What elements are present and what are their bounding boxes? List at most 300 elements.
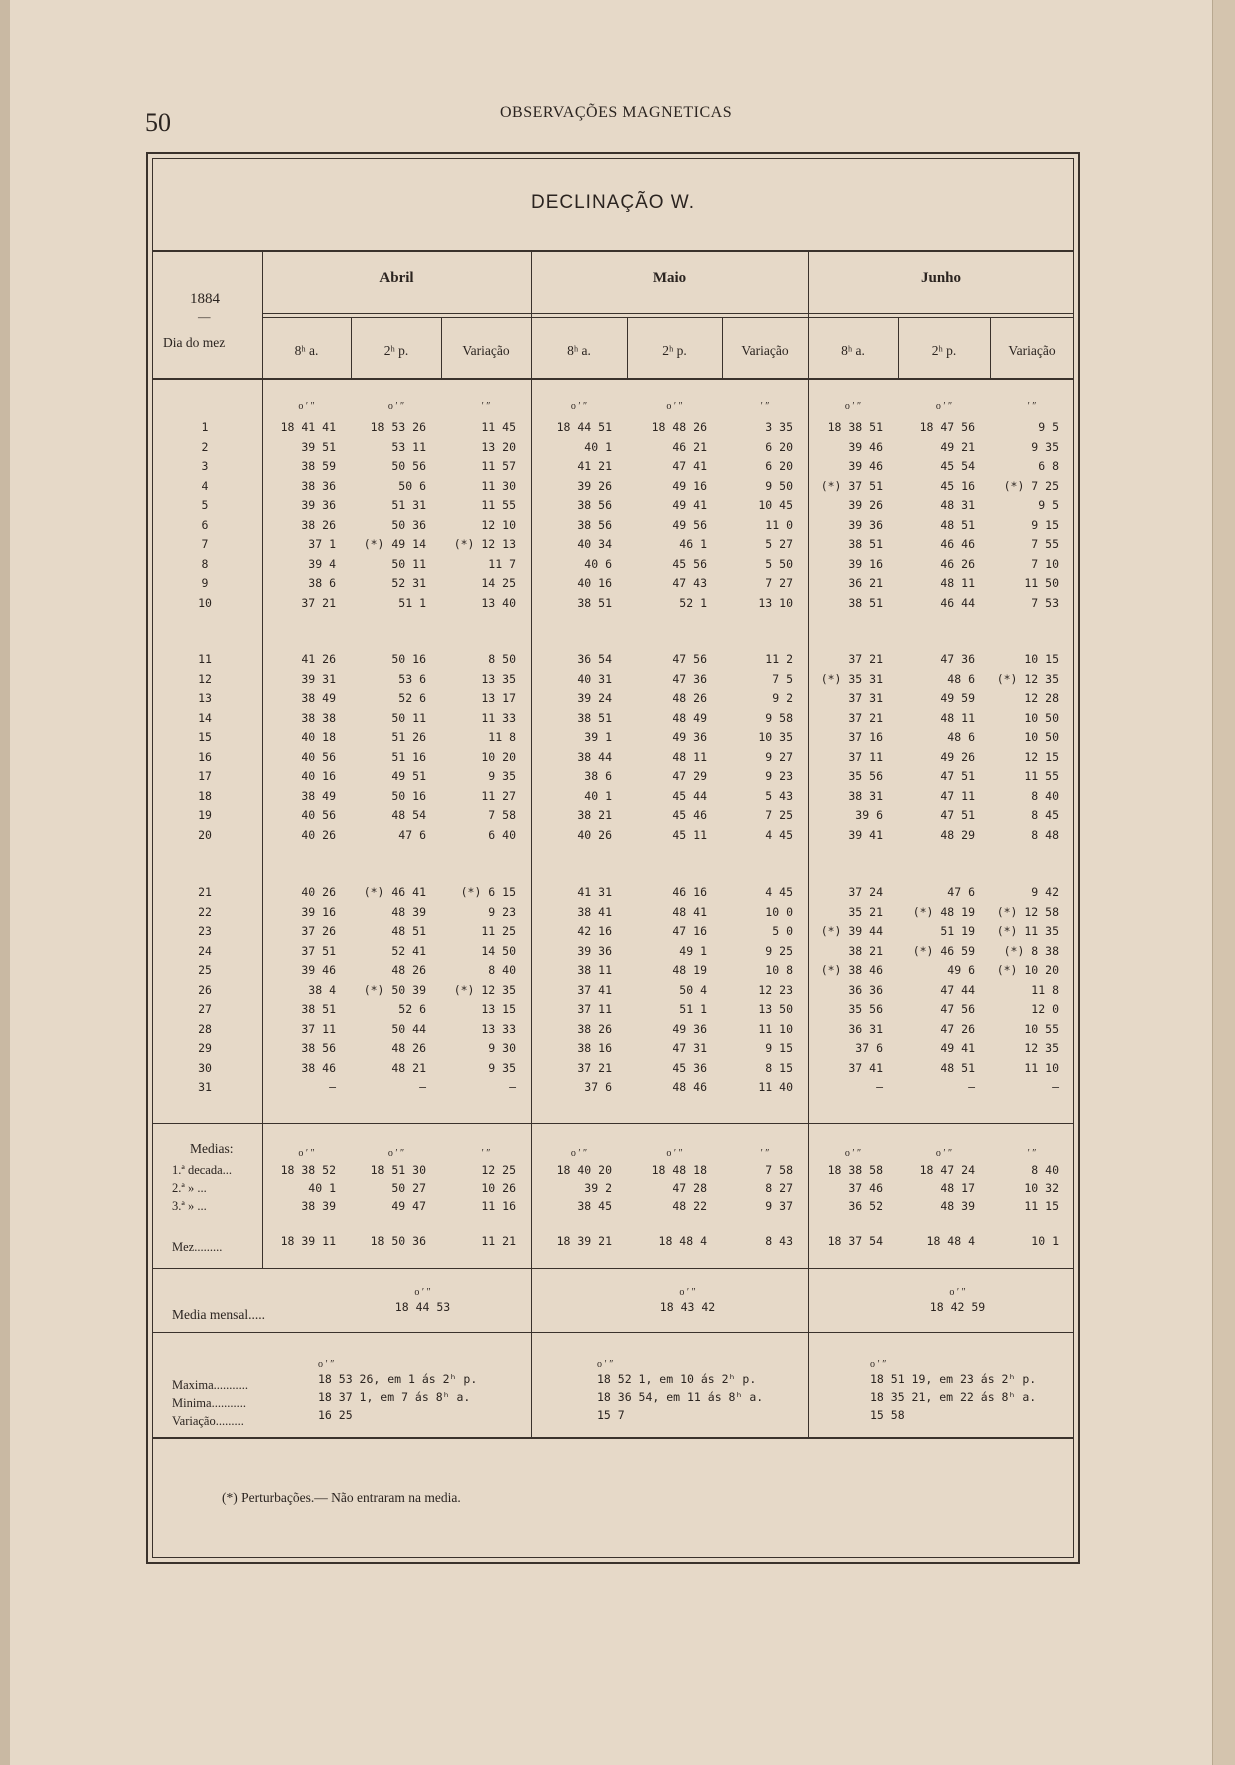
cell-8-4: 45 56: [672, 556, 707, 571]
mez-label: Mez.........: [172, 1240, 223, 1254]
day-number-11: 11: [198, 652, 212, 666]
medias-1-4: 47 28: [672, 1181, 707, 1195]
day-number-4: 4: [201, 478, 209, 493]
cell-2-7: 49 21: [940, 439, 975, 454]
mez-0: 18 39 11: [280, 1234, 336, 1248]
cell-8-1: 50 11: [391, 556, 426, 571]
medias-1-1: 50 27: [391, 1181, 426, 1195]
medias-0-7: 18 47 24: [919, 1163, 975, 1177]
unit-marks-top-1: o ′ ″: [387, 401, 405, 412]
mez-3: 18 39 21: [556, 1234, 612, 1248]
cell-21-5: 4 45: [765, 885, 793, 899]
cell-14-3: 38 51: [577, 710, 612, 725]
cell-26-3: 37 41: [577, 982, 612, 997]
cell-2-6: 39 46: [848, 439, 883, 454]
cell-8-3: 40 6: [584, 556, 612, 571]
day-number-2: 2: [201, 439, 209, 454]
subheader-2: Variação: [462, 343, 510, 358]
cell-15-1: 51 26: [391, 730, 426, 744]
media-mensal-0: 18 44 53: [394, 1300, 451, 1314]
cell-15-4: 49 36: [672, 730, 707, 744]
cell-3-0: 38 59: [301, 459, 336, 473]
cell-22-2: 9 23: [488, 904, 516, 919]
unit-marks-medias-8: ′ ″: [1027, 1148, 1037, 1159]
cell-20-1: 47 6: [398, 827, 426, 842]
medias-label: Medias:: [190, 1141, 234, 1156]
day-number-14: 14: [198, 710, 212, 725]
extreme-abril-0: 18 53 26, em 1 ás 2ʰ p.: [318, 1372, 478, 1386]
cell-6-2: 12 10: [481, 517, 516, 532]
cell-15-6: 37 16: [848, 730, 883, 744]
cell-15-3: 39 1: [584, 730, 612, 744]
cell-7-3: 40 34: [577, 537, 612, 551]
cell-5-3: 38 56: [577, 498, 612, 512]
cell-12-5: 7 5: [772, 671, 793, 686]
day-number-16: 16: [198, 749, 212, 764]
medias-1-7: 48 17: [940, 1181, 975, 1195]
medias-0-4: 18 48 18: [651, 1163, 707, 1177]
day-number-15: 15: [198, 730, 212, 744]
cell-4-0: 38 36: [301, 478, 336, 493]
cell-3-4: 47 41: [672, 459, 707, 473]
cell-8-2: 11 7: [488, 556, 516, 571]
cell-31-0: —: [329, 1080, 336, 1094]
cell-19-8: 8 45: [1031, 808, 1059, 822]
cell-9-2: 14 25: [481, 576, 516, 590]
cell-23-6: (*) 39 44: [820, 924, 883, 938]
day-number-25: 25: [198, 963, 212, 977]
cell-28-4: 49 36: [672, 1021, 707, 1036]
cell-8-6: 39 16: [848, 556, 883, 571]
cell-30-1: 48 21: [391, 1060, 426, 1075]
cell-11-0: 41 26: [301, 652, 336, 666]
cell-21-4: 46 16: [672, 885, 707, 899]
subheader-6: 8ʰ a.: [841, 343, 865, 358]
cell-6-5: 11 0: [765, 517, 793, 532]
extreme-abril-2: 16 25: [318, 1408, 353, 1422]
cell-9-6: 36 21: [848, 576, 883, 590]
month-header-0: Abril: [379, 270, 414, 286]
cell-30-6: 37 41: [848, 1060, 883, 1075]
cell-21-6: 37 24: [848, 885, 883, 899]
cell-2-1: 53 11: [391, 439, 426, 454]
cell-5-1: 51 31: [391, 498, 426, 512]
cell-20-8: 8 48: [1031, 827, 1059, 842]
medias-row-label-1: 2.ª » ...: [172, 1181, 207, 1195]
cell-24-7: (*) 46 59: [912, 943, 975, 958]
cell-10-0: 37 21: [301, 595, 336, 610]
medias-0-8: 8 40: [1031, 1163, 1059, 1177]
cell-14-1: 50 11: [391, 710, 426, 725]
rule-under-months-2: [262, 317, 1074, 318]
cell-11-5: 11 2: [765, 652, 793, 666]
cell-31-3: 37 6: [584, 1080, 612, 1094]
cell-25-7: 49 6: [947, 963, 975, 977]
cell-23-1: 48 51: [391, 924, 426, 938]
cell-10-5: 13 10: [758, 595, 793, 610]
cell-23-8: (*) 11 35: [996, 924, 1059, 938]
cell-7-8: 7 55: [1031, 537, 1059, 551]
cell-30-0: 38 46: [301, 1060, 336, 1075]
day-number-22: 22: [198, 904, 212, 919]
cell-7-6: 38 51: [848, 537, 883, 551]
medias-0-2: 12 25: [481, 1163, 516, 1177]
cell-1-4: 18 48 26: [651, 420, 707, 434]
day-number-12: 12: [198, 671, 212, 686]
medias-1-8: 10 32: [1024, 1181, 1059, 1195]
unit-marks-extremes-junho: o ′ ″: [870, 1359, 887, 1370]
cell-14-6: 37 21: [848, 710, 883, 725]
cell-26-5: 12 23: [758, 982, 793, 997]
cell-1-0: 18 41 41: [280, 420, 336, 434]
cell-31-5: 11 40: [758, 1080, 793, 1094]
cell-22-4: 48 41: [672, 904, 707, 919]
rule-above-footnote: [152, 1437, 1074, 1439]
cell-29-7: 49 41: [940, 1041, 975, 1055]
day-number-19: 19: [198, 808, 212, 822]
cell-18-0: 38 49: [301, 788, 336, 803]
rule-under-months-1: [262, 313, 1074, 314]
cell-12-4: 47 36: [672, 671, 707, 686]
month-header-1: Maio: [652, 270, 687, 286]
medias-0-6: 18 38 58: [827, 1163, 883, 1177]
cell-7-0: 37 1: [308, 537, 336, 551]
cell-6-0: 38 26: [301, 517, 336, 532]
cell-17-7: 47 51: [940, 769, 975, 783]
unit-marks-medias-1: o ′ ″: [387, 1148, 405, 1159]
cell-10-2: 13 40: [481, 595, 516, 610]
day-number-17: 17: [198, 769, 212, 783]
cell-19-2: 7 58: [488, 808, 516, 822]
cell-5-8: 9 5: [1038, 498, 1059, 512]
unit-marks-top-6: o ′ ″: [844, 401, 862, 412]
cell-3-7: 45 54: [940, 459, 975, 473]
cell-16-6: 37 11: [848, 749, 883, 764]
cell-14-7: 48 11: [940, 710, 975, 725]
cell-25-0: 39 46: [301, 963, 336, 977]
cell-18-5: 5 43: [765, 788, 793, 803]
cell-8-7: 46 26: [940, 556, 975, 571]
cell-29-8: 12 35: [1024, 1041, 1059, 1055]
cell-16-3: 38 44: [577, 749, 612, 764]
cell-25-8: (*) 10 20: [996, 963, 1059, 977]
cell-29-3: 38 16: [577, 1041, 612, 1055]
day-number-21: 21: [198, 885, 212, 899]
cell-25-3: 38 11: [577, 963, 612, 977]
day-number-1: 1: [201, 420, 209, 434]
cell-30-3: 37 21: [577, 1060, 612, 1075]
cell-19-6: 39 6: [855, 808, 883, 822]
subheader-0: 8ʰ a.: [294, 343, 319, 358]
cell-8-5: 5 50: [765, 556, 793, 571]
media-mensal-label: Media mensal.....: [172, 1307, 265, 1322]
day-number-6: 6: [201, 517, 209, 532]
medias-2-8: 11 15: [1024, 1199, 1059, 1213]
unit-marks-top-5: ′ ″: [760, 401, 770, 412]
cell-15-8: 10 50: [1024, 730, 1059, 744]
cell-23-5: 5 0: [772, 924, 793, 938]
subheader-8: Variação: [1008, 343, 1056, 358]
cell-10-3: 38 51: [577, 595, 612, 610]
cell-17-6: 35 56: [848, 769, 883, 783]
cell-14-4: 48 49: [672, 710, 707, 725]
cell-20-4: 45 11: [672, 827, 707, 842]
cell-12-7: 48 6: [947, 671, 975, 686]
unit-marks-medias-5: ′ ″: [760, 1148, 770, 1159]
cell-19-1: 48 54: [391, 808, 426, 822]
cell-11-2: 8 50: [488, 652, 516, 666]
cell-29-4: 47 31: [672, 1041, 707, 1055]
cell-14-8: 10 50: [1024, 710, 1059, 725]
medias-0-5: 7 58: [765, 1163, 793, 1177]
cell-23-4: 47 16: [672, 924, 707, 938]
cell-25-1: 48 26: [391, 963, 426, 977]
cell-7-4: 46 1: [679, 537, 707, 551]
cell-10-6: 38 51: [848, 595, 883, 610]
cell-20-7: 48 29: [940, 827, 975, 842]
cell-17-3: 38 6: [584, 769, 612, 783]
extreme-junho-1: 18 35 21, em 22 ás 8ʰ a.: [870, 1390, 1037, 1404]
day-number-29: 29: [198, 1041, 212, 1055]
medias-2-7: 48 39: [940, 1199, 975, 1213]
cell-29-1: 48 26: [391, 1041, 426, 1055]
extreme-junho-2: 15 58: [870, 1408, 905, 1422]
cell-12-1: 53 6: [398, 671, 426, 686]
mez-1: 18 50 36: [370, 1234, 426, 1248]
cell-9-4: 47 43: [672, 576, 707, 590]
cell-18-1: 50 16: [391, 788, 426, 803]
unit-marks-medias-3: o ′ ″: [570, 1148, 588, 1159]
cell-1-7: 18 47 56: [919, 420, 975, 434]
subheader-1: 2ʰ p.: [383, 343, 409, 358]
cell-15-2: 11 8: [488, 730, 516, 744]
day-number-10: 10: [198, 595, 212, 610]
unit-marks-medias-6: o ′ ″: [844, 1148, 862, 1159]
cell-27-2: 13 15: [481, 1002, 516, 1016]
cell-17-2: 9 35: [488, 769, 516, 783]
cell-26-8: 11 8: [1031, 982, 1059, 997]
cell-16-7: 49 26: [940, 749, 975, 764]
day-number-5: 5: [201, 498, 209, 512]
year-label: 1884: [190, 291, 220, 307]
day-number-24: 24: [198, 943, 212, 958]
media-mensal-1: 18 43 42: [659, 1300, 716, 1314]
unit-marks-medias-7: o ′ ″: [935, 1148, 953, 1159]
footnote: (*) Perturbações.— Não entraram na media.: [222, 1490, 461, 1505]
cell-19-5: 7 25: [765, 808, 793, 822]
cell-1-1: 18 53 26: [370, 420, 426, 434]
cell-18-2: 11 27: [481, 788, 516, 803]
cell-20-2: 6 40: [488, 827, 516, 842]
cell-30-4: 45 36: [672, 1060, 707, 1075]
unit-marks-extremes-maio: o ′ ″: [597, 1359, 614, 1370]
cell-18-6: 38 31: [848, 788, 883, 803]
extreme-maio-0: 18 52 1, em 10 ás 2ʰ p.: [597, 1372, 757, 1386]
cell-31-4: 48 46: [672, 1080, 707, 1094]
year-dash: —: [198, 310, 211, 324]
running-head: OBSERVAÇÕES MAGNETICAS: [500, 104, 733, 121]
cell-9-3: 40 16: [577, 576, 612, 590]
medias-2-3: 38 45: [577, 1199, 612, 1213]
day-number-7: 7: [201, 537, 209, 551]
unit-marks-medias-4: o ′ ″: [666, 1148, 683, 1159]
subheader-4: 2ʰ p.: [662, 343, 687, 358]
cell-24-1: 52 41: [391, 943, 426, 958]
cell-5-0: 39 36: [301, 498, 336, 512]
mez-8: 10 1: [1031, 1234, 1059, 1248]
cell-6-1: 50 36: [391, 517, 426, 532]
cell-21-0: 40 26: [301, 885, 336, 899]
rule-under-subheaders: [152, 378, 1074, 380]
cell-28-6: 36 31: [848, 1021, 883, 1036]
unit-marks-mensal-0: o ′ ″: [414, 1287, 431, 1298]
day-number-9: 9: [201, 576, 209, 590]
cell-3-2: 11 57: [481, 459, 516, 473]
cell-2-8: 9 35: [1031, 439, 1059, 454]
cell-1-2: 11 45: [481, 420, 516, 434]
cell-27-5: 13 50: [758, 1002, 793, 1016]
cell-1-8: 9 5: [1038, 420, 1059, 434]
media-mensal-2: 18 42 59: [929, 1300, 986, 1314]
day-number-20: 20: [198, 827, 212, 842]
cell-30-8: 11 10: [1024, 1060, 1059, 1075]
cell-16-0: 40 56: [301, 749, 336, 764]
extreme-label-1: Minima...........: [172, 1396, 246, 1410]
cell-20-3: 40 26: [577, 827, 612, 842]
cell-9-0: 38 6: [308, 576, 336, 590]
cell-16-4: 48 11: [672, 749, 707, 764]
cell-14-2: 11 33: [481, 710, 516, 725]
subheader-3: 8ʰ a.: [567, 343, 591, 358]
mez-6: 18 37 54: [827, 1234, 883, 1248]
extreme-maio-2: 15 7: [597, 1408, 625, 1422]
cell-14-5: 9 58: [765, 710, 793, 725]
cell-22-5: 10 0: [765, 904, 793, 919]
mez-5: 8 43: [765, 1234, 793, 1248]
cell-13-2: 13 17: [481, 691, 516, 705]
medias-0-3: 18 40 20: [556, 1163, 612, 1177]
cell-28-8: 10 55: [1024, 1021, 1059, 1036]
extreme-maio-1: 18 36 54, em 11 ás 8ʰ a.: [597, 1390, 764, 1404]
cell-11-8: 10 15: [1024, 652, 1059, 666]
cell-5-4: 49 41: [672, 498, 707, 512]
cell-29-5: 9 15: [765, 1041, 793, 1055]
unit-marks-mensal-1: o ′ ″: [679, 1287, 696, 1298]
cell-22-3: 38 41: [577, 904, 612, 919]
cell-13-7: 49 59: [940, 691, 975, 705]
cell-9-8: 11 50: [1024, 576, 1059, 590]
cell-7-7: 46 46: [940, 537, 975, 551]
unit-marks-mensal-2: o ′ ″: [949, 1287, 966, 1298]
rule-above-extremes: [152, 1332, 1074, 1333]
medias-2-5: 9 37: [765, 1199, 793, 1213]
cell-22-6: 35 21: [848, 904, 883, 919]
cell-10-8: 7 53: [1031, 595, 1059, 610]
extreme-abril-1: 18 37 1, em 7 ás 8ʰ a.: [318, 1390, 471, 1404]
cell-3-6: 39 46: [848, 459, 883, 473]
subheader-7: 2ʰ p.: [931, 343, 957, 358]
cell-3-1: 50 56: [391, 459, 426, 473]
cell-1-3: 18 44 51: [556, 420, 612, 434]
cell-13-6: 37 31: [848, 691, 883, 705]
cell-2-2: 13 20: [481, 439, 516, 454]
rule-above-medias: [152, 1123, 1074, 1124]
medias-1-5: 8 27: [765, 1181, 793, 1195]
extreme-label-2: Variação.........: [172, 1414, 244, 1428]
cell-7-1: (*) 49 14: [363, 537, 426, 551]
cell-9-7: 48 11: [940, 576, 975, 590]
cell-6-7: 48 51: [940, 517, 975, 532]
cell-26-2: (*) 12 35: [453, 982, 516, 997]
cell-22-1: 48 39: [391, 904, 426, 919]
cell-28-2: 13 33: [481, 1021, 516, 1036]
cell-28-1: 50 44: [391, 1021, 426, 1036]
cell-11-6: 37 21: [848, 652, 883, 666]
rule-above-media-mensal: [152, 1268, 1074, 1269]
cell-29-2: 9 30: [488, 1041, 516, 1055]
cell-8-0: 39 4: [308, 556, 336, 571]
cell-26-7: 47 44: [940, 982, 975, 997]
medias-1-0: 40 1: [308, 1181, 336, 1195]
extreme-junho-0: 18 51 19, em 23 ás 2ʰ p.: [870, 1372, 1037, 1386]
medias-0-0: 18 38 52: [280, 1163, 336, 1177]
cell-9-1: 52 31: [391, 576, 426, 590]
cell-19-0: 40 56: [301, 808, 336, 822]
cell-13-0: 38 49: [301, 691, 336, 705]
day-number-23: 23: [198, 924, 212, 938]
cell-6-8: 9 15: [1031, 517, 1059, 532]
cell-7-2: (*) 12 13: [453, 537, 516, 551]
cell-11-7: 47 36: [940, 652, 975, 666]
cell-27-3: 37 11: [577, 1002, 612, 1016]
cell-28-0: 37 11: [301, 1021, 336, 1036]
cell-29-0: 38 56: [301, 1041, 336, 1055]
cell-20-5: 4 45: [765, 827, 793, 842]
cell-6-4: 49 56: [672, 517, 707, 532]
cell-16-2: 10 20: [481, 749, 516, 764]
cell-20-0: 40 26: [301, 827, 336, 842]
table-title: DECLINAÇÃO W.: [531, 192, 695, 213]
day-number-18: 18: [198, 788, 212, 803]
cell-12-3: 40 31: [577, 671, 612, 686]
table-frame-inner: [152, 158, 1074, 1558]
cell-30-7: 48 51: [940, 1060, 975, 1075]
cell-27-1: 52 6: [398, 1002, 426, 1016]
cell-23-0: 37 26: [301, 924, 336, 938]
page-number: 50: [145, 108, 171, 137]
cell-23-7: 51 19: [940, 924, 975, 938]
cell-13-4: 48 26: [672, 691, 707, 705]
cell-4-3: 39 26: [577, 478, 612, 493]
cell-22-8: (*) 12 58: [996, 904, 1059, 919]
cell-5-7: 48 31: [940, 498, 975, 512]
medias-2-2: 11 16: [481, 1199, 516, 1213]
cell-12-2: 13 35: [481, 671, 516, 686]
cell-12-6: (*) 35 31: [820, 671, 883, 686]
cell-1-5: 3 35: [765, 420, 793, 434]
cell-13-3: 39 24: [577, 691, 612, 705]
unit-marks-top-3: o ′ ″: [570, 401, 588, 412]
cell-5-6: 39 26: [848, 498, 883, 512]
month-header-2: Junho: [920, 270, 962, 286]
cell-27-6: 35 56: [848, 1002, 883, 1016]
cell-20-6: 39 41: [848, 827, 883, 842]
medias-row-label-2: 3.ª » ...: [172, 1199, 207, 1213]
day-number-27: 27: [198, 1002, 212, 1016]
cell-24-5: 9 25: [765, 943, 793, 958]
cell-12-8: (*) 12 35: [996, 671, 1059, 686]
cell-22-0: 39 16: [301, 904, 336, 919]
